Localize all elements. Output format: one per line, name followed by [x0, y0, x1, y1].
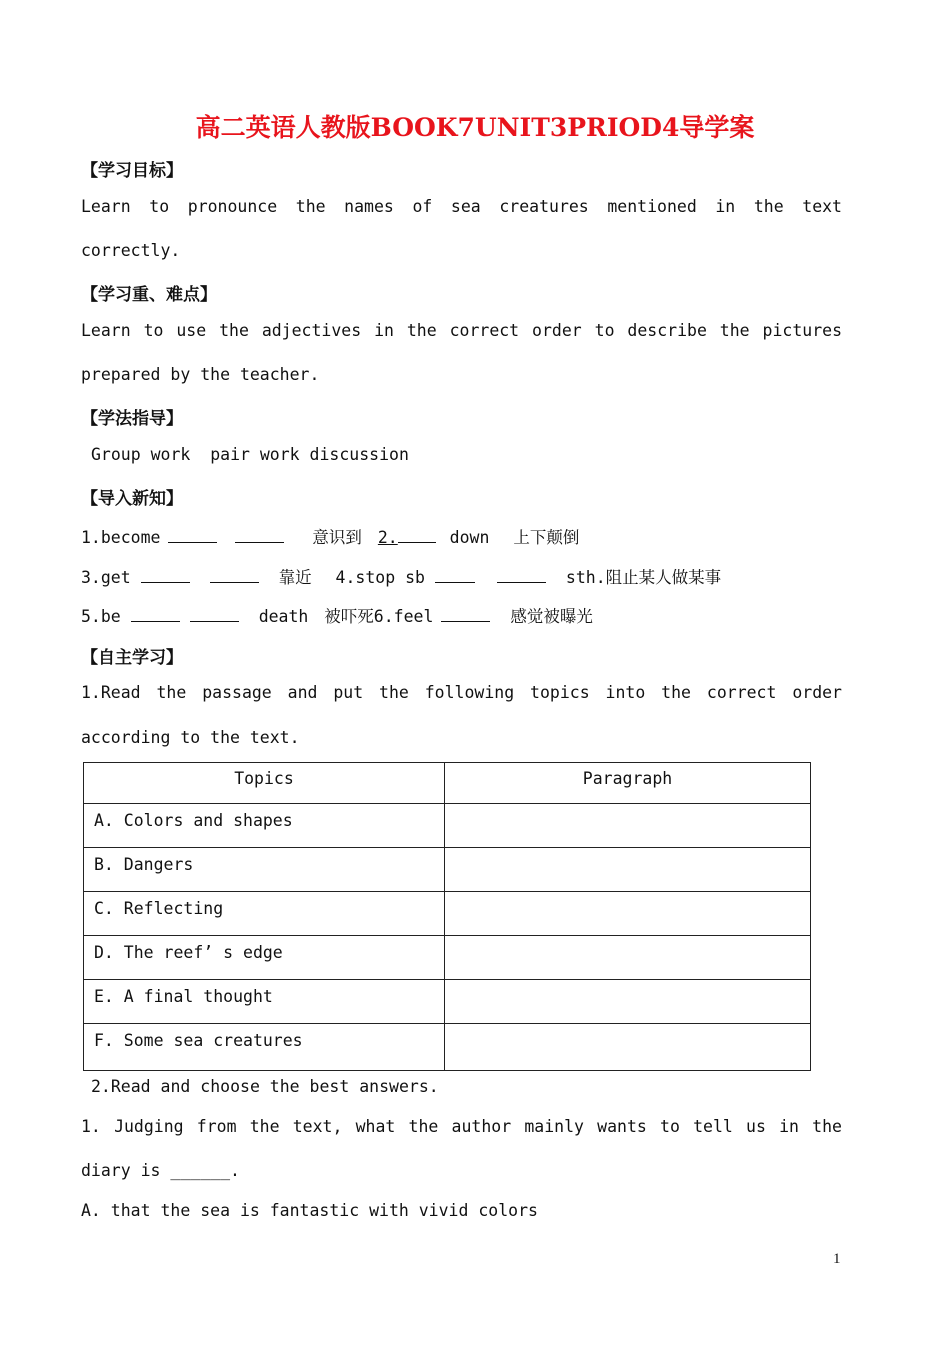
fill-blank[interactable] [168, 526, 217, 543]
intro-item-4-meaning: sth.阻止某人做某事 [565, 568, 722, 587]
question-1-line-2: diary is ______. [81, 1161, 240, 1180]
fill-blank[interactable] [131, 605, 180, 622]
topic-cell: C. Reflecting [84, 892, 445, 936]
table-row [84, 892, 811, 936]
fill-blank[interactable] [497, 566, 546, 583]
fill-blank[interactable] [190, 605, 239, 622]
intro-item-5-word: death [258, 607, 309, 626]
key-points-heading: 【学习重、难点】 [81, 285, 217, 305]
topic-cell: E. A final thought [84, 980, 445, 1024]
intro-heading: 【导入新知】 [81, 489, 183, 509]
paragraph-answer-cell[interactable] [445, 1024, 811, 1071]
objectives-line-1: Learn to pronounce the names of sea creatures mentioned in the text [81, 197, 842, 216]
topic-cell: F. Some sea creatures [84, 1024, 445, 1071]
table-row [84, 804, 811, 848]
page-number: 1 [833, 1251, 841, 1267]
question-1-option-a: A. that the sea is fantastic with vivid colors [81, 1201, 538, 1220]
intro-item-1-text: 1.become [81, 528, 161, 547]
task-1-line-2: according to the text. [81, 728, 300, 747]
paragraph-answer-cell[interactable] [445, 848, 811, 892]
intro-item-5-meaning: 被吓死6.feel [324, 607, 434, 626]
intro-item-6-meaning: 感觉被曝光 [510, 607, 593, 626]
intro-item-5-text: 5.be [81, 607, 121, 626]
intro-row-2 [81, 564, 721, 588]
fill-blank[interactable] [141, 566, 190, 583]
task-2-instruction: 2.Read and choose the best answers. [91, 1077, 439, 1096]
intro-row-3 [81, 603, 593, 627]
fill-blank[interactable] [435, 566, 475, 583]
question-1-line-1: 1. Judging from the text, what the author mainly wants to tell us in the [81, 1117, 842, 1136]
topic-cell: B. Dangers [84, 848, 445, 892]
topics-table [83, 762, 811, 1071]
key-points-line-1: Learn to use the adjectives in the correct order to describe the pictures [81, 321, 842, 340]
intro-row-1 [81, 524, 579, 548]
fill-blank[interactable] [210, 566, 259, 583]
intro-item-2-text: down [449, 528, 490, 547]
document-title: 高二英语人教版BOOK7UNIT3PRIOD4导学案 [195, 113, 755, 142]
task-1-line-1: 1.Read the passage and put the following topics into the correct order [81, 683, 842, 702]
fill-blank[interactable] [235, 526, 284, 543]
table-row [84, 1024, 811, 1071]
intro-item-2-meaning: 上下颠倒 [513, 528, 580, 547]
objectives-line-2: correctly. [81, 241, 181, 260]
paragraph-answer-cell[interactable] [445, 980, 811, 1024]
paragraph-answer-cell[interactable] [445, 936, 811, 980]
intro-item-3-meaning: 靠近 [278, 568, 312, 587]
key-points-line-2: prepared by the teacher. [81, 365, 320, 384]
fill-blank[interactable] [441, 605, 490, 622]
table-header-paragraph: Paragraph [445, 763, 811, 804]
intro-item-4-text: 4.stop sb [335, 568, 425, 587]
intro-item-2-number: 2. [377, 528, 398, 547]
table-header-topics: Topics [84, 763, 445, 804]
paragraph-answer-cell[interactable] [445, 804, 811, 848]
method-heading: 【学法指导】 [81, 409, 183, 429]
table-header-row [84, 763, 811, 804]
self-study-heading: 【自主学习】 [81, 648, 183, 668]
intro-item-3-text: 3.get [81, 568, 131, 587]
topic-cell: A. Colors and shapes [84, 804, 445, 848]
fill-blank[interactable] [398, 526, 436, 543]
table-row [84, 848, 811, 892]
objectives-heading: 【学习目标】 [81, 161, 183, 181]
topic-cell: D. The reef’ s edge [84, 936, 445, 980]
method-line: Group work pair work discussion [91, 445, 409, 464]
table-row [84, 936, 811, 980]
table-row [84, 980, 811, 1024]
paragraph-answer-cell[interactable] [445, 892, 811, 936]
intro-item-1-meaning: 意识到 [312, 528, 362, 547]
